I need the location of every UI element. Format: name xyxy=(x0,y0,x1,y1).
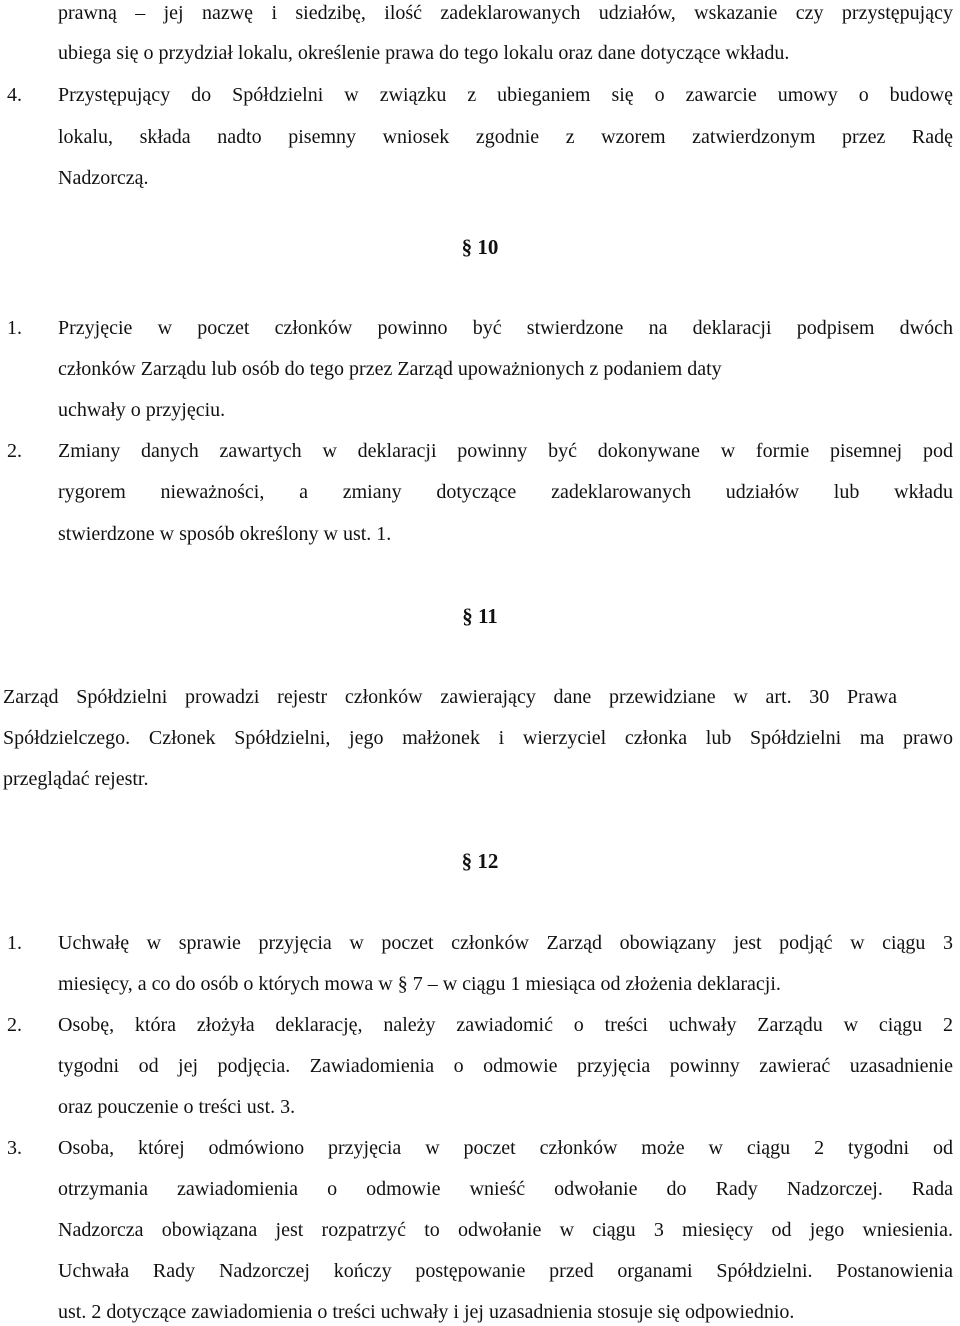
paragraph-line: uchwały o przyjęciu. xyxy=(58,399,226,421)
paragraph-line: Zarząd Spółdzielni prowadzi rejestr członków zawierający dane przewidziane w art. 30 Prawa xyxy=(3,686,897,708)
paragraph-line: prawną – jej nazwę i siedzibę, ilość zadeklarowanych udziałów, wskazanie czy przystępujący xyxy=(58,2,953,24)
item-number: 4. xyxy=(7,84,22,106)
paragraph-line: Uchwałę w sprawie przyjęcia w poczet członków Zarząd obowiązany jest podjąć w ciągu 3 xyxy=(58,932,953,954)
paragraph-line: ust. 2 dotyczące zawiadomienia o treści uchwały i jej uzasadnienia stosuje się odpowiednio. xyxy=(58,1301,795,1323)
section-heading-12: § 12 xyxy=(461,849,499,873)
paragraph-line: Nadzorczą. xyxy=(58,167,149,189)
paragraph-line: członków Zarządu lub osób do tego przez Zarząd upoważnionych z podaniem daty xyxy=(58,358,722,380)
item-number: 2. xyxy=(7,1014,22,1036)
paragraph-line: Przystępujący do Spółdzielni w związku z ubieganiem się o zawarcie umowy o budowę xyxy=(58,84,953,106)
paragraph-line: ubiega się o przydział lokalu, określenie prawa do tego lokalu oraz dane dotyczące wkładu. xyxy=(58,42,790,64)
paragraph-line: Przyjęcie w poczet członków powinno być stwierdzone na deklaracji podpisem dwóch xyxy=(58,317,953,339)
paragraph-line: Nadzorcza obowiązana jest rozpatrzyć to odwołanie w ciągu 3 miesięcy od jego wniesienia. xyxy=(58,1219,953,1241)
section-heading-10: § 10 xyxy=(461,235,499,259)
paragraph-line: Osobę, która złożyła deklarację, należy zawiadomić o treści uchwały Zarządu w ciągu 2 xyxy=(58,1014,953,1036)
paragraph-line: oraz pouczenie o treści ust. 3. xyxy=(58,1096,296,1118)
paragraph-line: przeglądać rejestr. xyxy=(3,768,149,790)
paragraph-line: Spółdzielczego. Członek Spółdzielni, jego małżonek i wierzyciel członka lub Spółdzielni ma prawo xyxy=(3,727,953,749)
paragraph-line: Osoba, której odmówiono przyjęcia w poczet członków może w ciągu 2 tygodni od xyxy=(58,1137,953,1159)
item-number: 3. xyxy=(7,1137,22,1159)
paragraph-line: Zmiany danych zawartych w deklaracji powinny być dokonywane w formie pisemnej pod xyxy=(58,440,953,462)
paragraph-line: rygorem nieważności, a zmiany dotyczące zadeklarowanych udziałów lub wkładu xyxy=(58,481,953,503)
paragraph-line: miesięcy, a co do osób o których mowa w § 7 – w ciągu 1 miesiąca od złożenia deklaracji. xyxy=(58,973,781,995)
paragraph-line: tygodni od jej podjęcia. Zawiadomienia o odmowie przyjęcia powinny zawierać uzasadnienie xyxy=(58,1055,953,1077)
item-number: 1. xyxy=(7,932,22,954)
section-heading-11: § 11 xyxy=(462,604,498,628)
paragraph-line: otrzymania zawiadomienia o odmowie wnieść odwołanie do Rady Nadzorczej. Rada xyxy=(58,1178,953,1200)
item-number: 1. xyxy=(7,317,22,339)
item-number: 2. xyxy=(7,440,22,462)
paragraph-line: stwierdzone w sposób określony w ust. 1. xyxy=(58,523,392,545)
paragraph-line: Uchwała Rady Nadzorczej kończy postępowanie przed organami Spółdzielni. Postanowienia xyxy=(58,1260,953,1282)
paragraph-line: lokalu, składa nadto pisemny wniosek zgodnie z wzorem zatwierdzonym przez Radę xyxy=(58,126,953,148)
